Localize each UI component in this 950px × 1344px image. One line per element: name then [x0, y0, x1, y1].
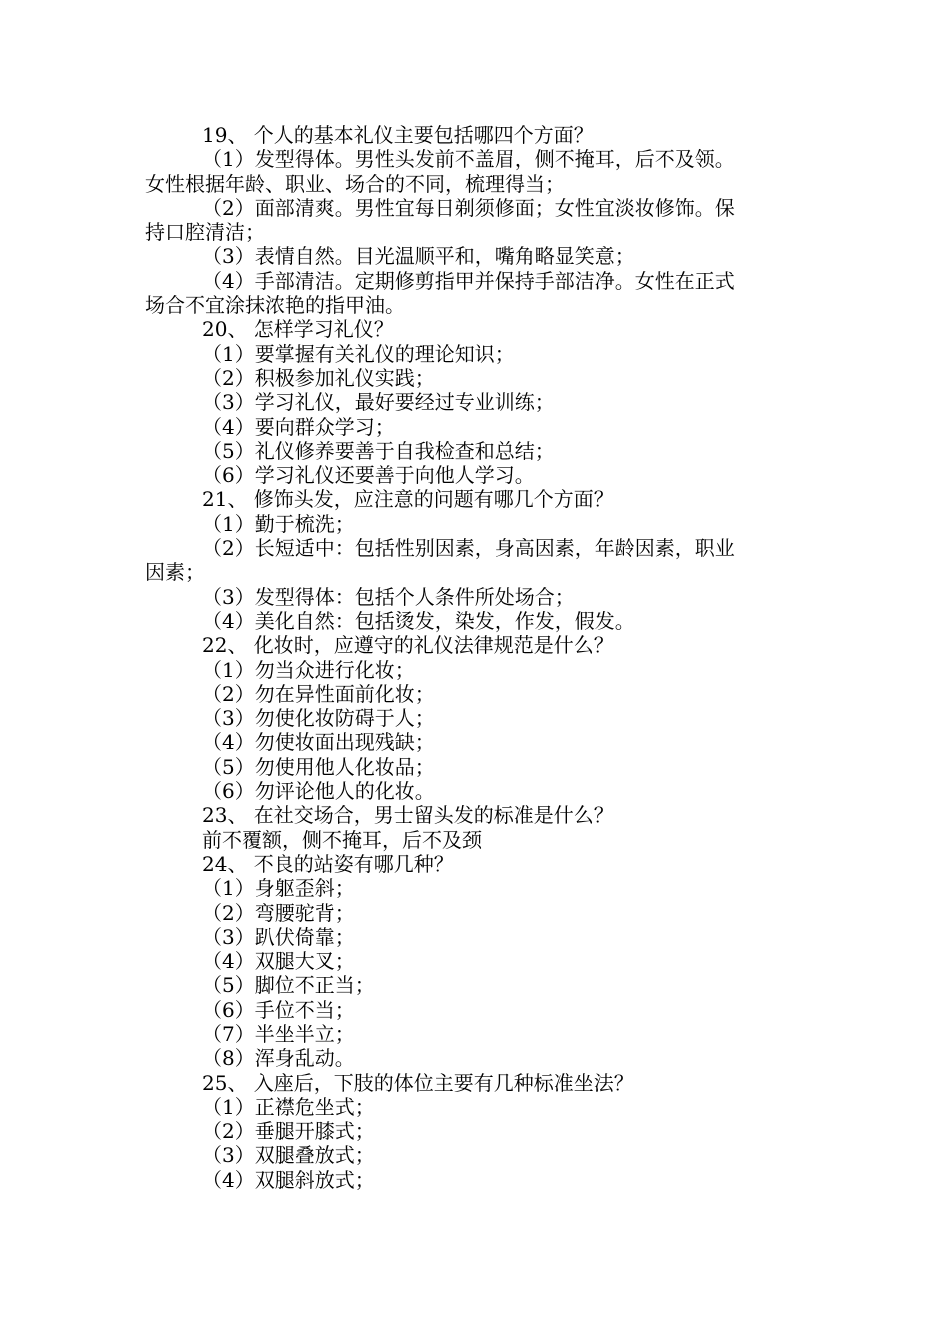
answer-line: （5）勿使用他人化妆品； — [202, 754, 435, 779]
answer-line: （6）手位不当； — [202, 997, 355, 1022]
question-heading: 23、 在社交场合，男士留头发的标准是什么？ — [202, 803, 614, 828]
question-heading: 24、 不良的站姿有哪几种？ — [202, 851, 454, 876]
answer-line: （4）要向群众学习； — [202, 414, 395, 439]
answer-line: （2）长短适中：包括性别因素，身高因素，年龄因素，职业 — [202, 536, 735, 561]
question-heading: 25、 入座后，下肢的体位主要有几种标准坐法？ — [202, 1070, 634, 1095]
continuation-line: 场合不宜涂抹浓艳的指甲油。 — [145, 293, 405, 318]
answer-line: （7）半坐半立； — [202, 1021, 355, 1046]
answer-line: （2）勿在异性面前化妆； — [202, 681, 435, 706]
question-heading: 19、 个人的基本礼仪主要包括哪四个方面？ — [202, 123, 594, 147]
continuation-line: 因素； — [145, 560, 205, 585]
answer-line: （4）双腿斜放式； — [202, 1167, 375, 1192]
answer-line: （5）脚位不正当； — [202, 973, 375, 998]
continuation-line: 持口腔清洁； — [145, 220, 265, 245]
answer-line: （3）发型得体：包括个人条件所处场合； — [202, 584, 575, 609]
answer-line: （2）面部清爽。男性宜每日剃须修面；女性宜淡妆修饰。保 — [202, 195, 735, 220]
answer-line: （2）垂腿开膝式； — [202, 1119, 375, 1144]
answer-line: （1）正襟危坐式； — [202, 1094, 375, 1119]
answer-line: （4）手部清洁。定期修剪指甲并保持手部洁净。女性在正式 — [202, 268, 735, 293]
answer-line: （3）学习礼仪，最好要经过专业训练； — [202, 390, 555, 415]
question-heading: 20、 怎样学习礼仪？ — [202, 317, 394, 342]
answer-line: （1）身躯歪斜； — [202, 876, 355, 901]
answer-line: （6）学习礼仪还要善于向他人学习。 — [202, 463, 535, 488]
answer-line: （4）勿使妆面出现残缺； — [202, 730, 435, 755]
answer-line: （1）要掌握有关礼仪的理论知识； — [202, 341, 515, 366]
answer-line: （1）勤于梳洗； — [202, 511, 355, 536]
answer-line: （3）勿使化妆防碍于人； — [202, 706, 435, 731]
answer-line: （1）勿当众进行化妆； — [202, 657, 415, 682]
continuation-line: 女性根据年龄、职业、场合的不同，梳理得当； — [145, 171, 565, 196]
answer-line: （1）发型得体。男性头发前不盖眉，侧不掩耳，后不及领。 — [202, 147, 735, 172]
answer-line: （4）美化自然：包括烫发，染发，作发，假发。 — [202, 608, 635, 633]
answer-line: （4）双腿大叉； — [202, 949, 355, 974]
answer-line: （6）勿评论他人的化妆。 — [202, 779, 435, 804]
question-heading: 22、 化妆时，应遵守的礼仪法律规范是什么？ — [202, 633, 614, 658]
answer-line: （8）浑身乱动。 — [202, 1046, 355, 1071]
answer-line: （5）礼仪修养要善于自我检查和总结； — [202, 438, 555, 463]
answer-line: （2）弯腰驼背； — [202, 900, 355, 925]
answer-line: （3）表情自然。目光温顺平和，嘴角略显笑意； — [202, 244, 635, 269]
answer-line: （3）双腿叠放式； — [202, 1143, 375, 1168]
question-heading: 21、 修饰头发，应注意的问题有哪几个方面？ — [202, 487, 614, 512]
document-body — [145, 123, 810, 1192]
answer-line: 前不覆额，侧不掩耳，后不及颈 — [202, 827, 482, 852]
answer-line: （2）积极参加礼仪实践； — [202, 365, 435, 390]
answer-line: （3）趴伏倚靠； — [202, 924, 355, 949]
